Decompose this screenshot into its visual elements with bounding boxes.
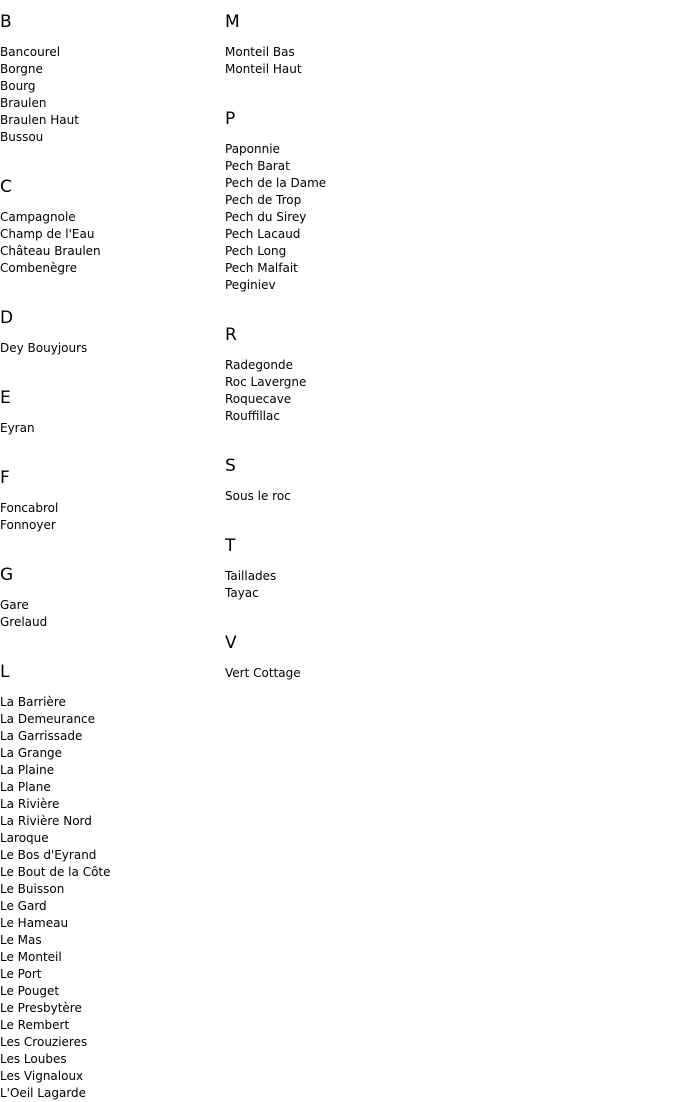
place-link[interactable]: Combenègre (0, 261, 78, 275)
place-list (225, 141, 445, 294)
place-link[interactable]: Grelaud (0, 615, 48, 629)
letter-section-m (225, 12, 445, 78)
place-link[interactable]: Radegonde (225, 358, 293, 372)
place-link[interactable]: Le Monteil (0, 950, 62, 964)
letter-section-t (225, 536, 445, 602)
place-link[interactable]: Pech Malfait (225, 261, 298, 275)
place-link[interactable]: L'Oeil Lagarde (0, 1086, 87, 1100)
place-link[interactable]: La Garrissade (0, 729, 83, 743)
place-link[interactable]: Les Vignaloux (0, 1069, 84, 1083)
place-link[interactable]: Bourg (0, 79, 36, 93)
place-link[interactable]: Laroque (0, 831, 49, 845)
place-link[interactable]: Sous le roc (225, 489, 291, 503)
letter-heading: M (225, 12, 240, 32)
letter-heading: D (0, 308, 14, 328)
letter-section-b (0, 12, 220, 146)
place-list (225, 568, 445, 602)
place-link[interactable]: Le Bout de la Côte (0, 865, 111, 879)
place-link[interactable]: Eyran (0, 421, 35, 435)
place-link[interactable]: Monteil Bas (225, 45, 295, 59)
place-link[interactable]: Roc Lavergne (225, 375, 307, 389)
letter-section-s (225, 456, 445, 505)
place-link[interactable]: La Demeurance (0, 712, 96, 726)
letter-heading: S (225, 456, 236, 476)
letter-heading: F (0, 468, 10, 488)
place-link[interactable]: Borgne (0, 62, 43, 76)
place-link[interactable]: Pech du Sirey (225, 210, 307, 224)
letter-heading: L (0, 662, 10, 682)
place-list (0, 44, 220, 146)
letter-heading: G (0, 565, 14, 585)
place-link[interactable]: Le Hameau (0, 916, 69, 930)
place-link[interactable]: Pech Lacaud (225, 227, 301, 241)
place-link[interactable]: Les Crouzieres (0, 1035, 88, 1049)
place-list (0, 694, 220, 1102)
place-link[interactable]: Bancourel (0, 45, 61, 59)
place-link[interactable]: La Plane (0, 780, 51, 794)
place-link[interactable]: La Rivière (0, 797, 60, 811)
place-link[interactable]: Le Bos d'Eyrand (0, 848, 97, 862)
place-link[interactable]: Braulen Haut (0, 113, 79, 127)
place-link[interactable]: Fonnoyer (0, 518, 56, 532)
place-link[interactable]: Les Loubes (0, 1052, 67, 1066)
place-link[interactable]: Le Port (0, 967, 42, 981)
place-link[interactable]: Pech Barat (225, 159, 290, 173)
place-link[interactable]: Gare (0, 598, 29, 612)
place-link[interactable]: La Plaine (0, 763, 55, 777)
letter-heading: C (0, 177, 12, 197)
place-list (0, 209, 220, 277)
place-link[interactable]: La Grange (0, 746, 63, 760)
place-link[interactable]: Le Presbytère (0, 1001, 82, 1015)
place-list (225, 44, 445, 78)
place-link[interactable]: Monteil Haut (225, 62, 302, 76)
place-link[interactable]: Château Braulen (0, 244, 101, 258)
place-link[interactable]: La Barrière (0, 695, 66, 709)
letter-heading: E (0, 388, 11, 408)
index-column-left (0, 0, 220, 1102)
place-link[interactable]: Pech de Trop (225, 193, 302, 207)
place-list (0, 340, 220, 357)
letter-section-d (0, 308, 220, 357)
place-link[interactable]: Le Pouget (0, 984, 60, 998)
place-link[interactable]: Le Gard (0, 899, 47, 913)
place-list (0, 597, 220, 631)
place-link[interactable]: Le Mas (0, 933, 42, 947)
place-link[interactable]: Roquecave (225, 392, 292, 406)
place-list (225, 357, 445, 425)
letter-heading: P (225, 109, 236, 129)
place-link[interactable]: Pech de la Dame (225, 176, 327, 190)
place-link[interactable]: Vert Cottage (225, 666, 301, 680)
letter-section-f (0, 468, 220, 534)
place-list (0, 500, 220, 534)
letter-section-l (0, 662, 220, 1102)
letter-section-v (225, 633, 445, 682)
place-link[interactable]: La Rivière Nord (0, 814, 92, 828)
place-link[interactable]: Dey Bouyjours (0, 341, 88, 355)
place-link[interactable]: Peginiev (225, 278, 276, 292)
letter-section-c (0, 177, 220, 277)
letter-heading: B (0, 12, 12, 32)
letter-heading: R (225, 325, 237, 345)
place-link[interactable]: Bussou (0, 130, 44, 144)
letter-section-p (225, 109, 445, 294)
place-link[interactable]: Paponnie (225, 142, 280, 156)
place-link[interactable]: Pech Long (225, 244, 287, 258)
place-link[interactable]: Tayac (225, 586, 259, 600)
place-list (225, 665, 445, 682)
letter-heading: V (225, 633, 237, 653)
place-link[interactable]: Braulen (0, 96, 47, 110)
letter-section-e (0, 388, 220, 437)
index-column-right (225, 0, 445, 682)
place-link[interactable]: Le Buisson (0, 882, 65, 896)
place-link[interactable]: Taillades (225, 569, 277, 583)
place-list (0, 420, 220, 437)
letter-section-g (0, 565, 220, 631)
place-link[interactable]: Rouffillac (225, 409, 280, 423)
place-link[interactable]: Champ de l'Eau (0, 227, 95, 241)
place-link[interactable]: Le Rembert (0, 1018, 70, 1032)
letter-section-r (225, 325, 445, 425)
place-link[interactable]: Foncabrol (0, 501, 59, 515)
place-list (225, 488, 445, 505)
letter-heading: T (225, 536, 236, 556)
place-link[interactable]: Campagnole (0, 210, 76, 224)
